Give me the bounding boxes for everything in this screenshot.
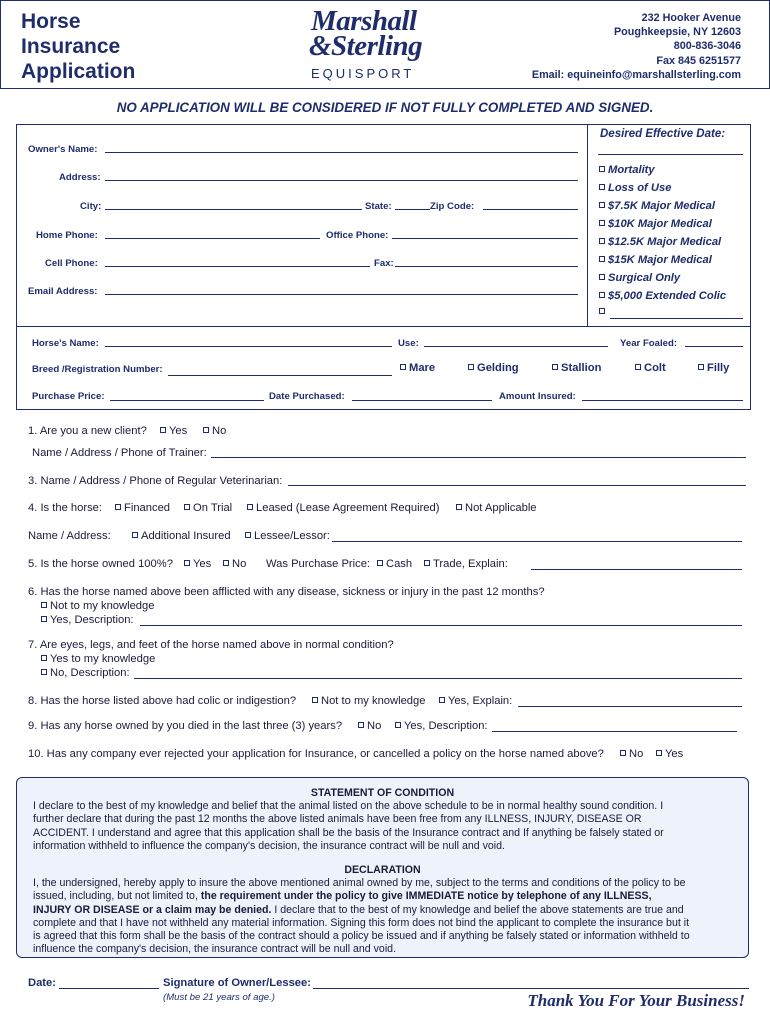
cell-phone-label: Cell Phone: bbox=[45, 258, 98, 269]
q5-trade[interactable]: Trade, Explain: bbox=[424, 558, 508, 570]
home-phone-label: Home Phone: bbox=[36, 230, 98, 241]
coverage-surgical-only[interactable]: Surgical Only bbox=[599, 272, 680, 284]
q10-yes[interactable]: Yes bbox=[656, 748, 683, 760]
checkbox-icon bbox=[160, 427, 166, 433]
question-7: 7. Are eyes, legs, and feet of the horse named above in normal condition? bbox=[28, 639, 394, 651]
checkbox-icon bbox=[41, 669, 47, 675]
coverage-loss-of-use[interactable]: Loss of Use bbox=[599, 182, 671, 194]
horse-name-field[interactable] bbox=[105, 346, 392, 347]
q7-yes-to-knowledge[interactable]: Yes to my knowledge bbox=[41, 653, 155, 665]
trade-explain-field[interactable] bbox=[531, 569, 742, 570]
q8-yes-explain[interactable]: Yes, Explain: bbox=[439, 695, 512, 707]
checkbox-icon bbox=[698, 364, 704, 370]
coverage-7-5k-medical[interactable]: $7.5K Major Medical bbox=[599, 200, 715, 212]
checkbox-icon bbox=[599, 292, 605, 298]
coverage-15k-medical[interactable]: $15K Major Medical bbox=[599, 254, 712, 266]
company-address: 232 Hooker Avenue Poughkeepsie, NY 12603 800-836-3046 Fax 845 6251577 Email: equineinfo@marshallsterling.com bbox=[531, 12, 741, 81]
office-phone-field[interactable] bbox=[392, 238, 578, 239]
cell-phone-field[interactable] bbox=[105, 266, 370, 267]
coverage-other[interactable] bbox=[599, 306, 608, 318]
amount-insured-label: Amount Insured: bbox=[499, 391, 576, 402]
use-label: Use: bbox=[398, 338, 419, 349]
checkbox-icon bbox=[377, 560, 383, 566]
q6-not-to-knowledge[interactable]: Not to my knowledge bbox=[41, 600, 154, 612]
coverage-mortality[interactable]: Mortality bbox=[599, 164, 655, 176]
q7-description-field[interactable] bbox=[134, 678, 742, 679]
question-10: 10. Has any company ever rejected your application for Insurance, or cancelled a policy on the horse named above? bbox=[28, 748, 604, 760]
q7-no-description[interactable]: No, Description: bbox=[41, 667, 130, 679]
date-purchased-field[interactable] bbox=[352, 400, 492, 401]
declaration-line-2: issued, including, but not limited to, the requirement under the policy to give IMMEDIATE notice by telephone of any ILLNESS, bbox=[33, 890, 652, 903]
checkbox-icon bbox=[552, 364, 558, 370]
date-field[interactable] bbox=[59, 988, 159, 989]
city-label: City: bbox=[80, 201, 102, 212]
checkbox-icon bbox=[41, 655, 47, 661]
checkbox-icon bbox=[635, 364, 641, 370]
checkbox-icon bbox=[599, 308, 605, 314]
sex-colt[interactable]: Colt bbox=[635, 362, 666, 374]
signature-label: Signature of Owner/Lessee: bbox=[163, 977, 311, 989]
checkbox-icon bbox=[599, 256, 605, 262]
home-phone-field[interactable] bbox=[105, 238, 320, 239]
date-label: Date: bbox=[28, 977, 56, 989]
q4-not-applicable[interactable]: Not Applicable bbox=[456, 502, 537, 514]
effective-date-label: Desired Effective Date: bbox=[600, 128, 726, 140]
q9-no[interactable]: No bbox=[358, 720, 381, 732]
checkbox-icon bbox=[132, 532, 138, 538]
breed-field[interactable] bbox=[168, 375, 392, 376]
fax-label: Fax: bbox=[374, 258, 394, 269]
checkbox-icon bbox=[184, 560, 190, 566]
question-4: 4. Is the horse: bbox=[28, 502, 103, 514]
checkbox-icon bbox=[203, 427, 209, 433]
checkbox-icon bbox=[400, 364, 406, 370]
amount-insured-field[interactable] bbox=[582, 400, 743, 401]
coverage-extended-colic[interactable]: $5,000 Extended Colic bbox=[599, 290, 726, 302]
form-title: Horse Insurance Application bbox=[21, 10, 136, 83]
q10-no[interactable]: No bbox=[620, 748, 643, 760]
checkbox-icon bbox=[424, 560, 430, 566]
name-address-label: Name / Address: bbox=[28, 530, 111, 542]
fax-field[interactable] bbox=[395, 266, 578, 267]
sex-gelding[interactable]: Gelding bbox=[468, 362, 519, 374]
q1-no[interactable]: No bbox=[203, 425, 226, 437]
question-8: 8. Has the horse listed above had colic or indigestion? bbox=[28, 695, 297, 707]
owner-name-label: Owner's Name: bbox=[28, 144, 98, 155]
notice: NO APPLICATION WILL BE CONSIDERED IF NOT FULLY COMPLETED AND SIGNED. bbox=[116, 100, 654, 115]
statement-body: I declare to the best of my knowledge and belief that the animal listed on the above schedule to be in normal healthy sound condition. I further declare that during the past 12 months the above listed animals have been free from any ILLNESS, INJURY, DISEASE OR ACCIDENT. I understand and agree that this application shall be the basis of the Insurance contract and If anything be falsely stated or information withheld to influence the company's decision, the insurance contract will be null and void. bbox=[33, 800, 664, 852]
checkbox-icon bbox=[312, 697, 318, 703]
coverage-12-5k-medical[interactable]: $12.5K Major Medical bbox=[599, 236, 721, 248]
checkbox-icon bbox=[656, 750, 662, 756]
q8-not-to-knowledge[interactable]: Not to my knowledge bbox=[312, 695, 425, 707]
owner-name-field[interactable] bbox=[105, 152, 578, 153]
city-field[interactable] bbox=[105, 209, 362, 210]
q8-explain-field[interactable] bbox=[518, 706, 742, 707]
office-phone-label: Office Phone: bbox=[326, 230, 389, 241]
checkbox-icon bbox=[599, 220, 605, 226]
q4-leased[interactable]: Leased (Lease Agreement Required) bbox=[247, 502, 439, 514]
checkbox-icon bbox=[223, 560, 229, 566]
header bbox=[0, 0, 770, 89]
q9-description-field[interactable] bbox=[492, 731, 737, 732]
q5-no[interactable]: No bbox=[223, 558, 246, 570]
trainer-field[interactable] bbox=[211, 457, 746, 458]
checkbox-icon bbox=[599, 166, 605, 172]
address-label: Address: bbox=[59, 172, 101, 183]
year-foaled-label: Year Foaled: bbox=[620, 338, 678, 349]
checkbox-icon bbox=[184, 504, 190, 510]
use-field[interactable] bbox=[424, 346, 608, 347]
purchase-price-field[interactable] bbox=[110, 400, 264, 401]
checkbox-icon bbox=[599, 238, 605, 244]
q5-yes[interactable]: Yes bbox=[184, 558, 211, 570]
checkbox-icon bbox=[395, 722, 401, 728]
checkbox-icon bbox=[247, 504, 253, 510]
declaration-line-3: INJURY OR DISEASE or a claim may be denied. I declare that to the best of my knowledge and belief the above statements are true and bbox=[33, 903, 684, 916]
statement-panel bbox=[16, 777, 749, 958]
effective-date-field[interactable] bbox=[598, 154, 743, 155]
signature-field[interactable] bbox=[313, 988, 749, 989]
checkbox-icon bbox=[439, 697, 445, 703]
email-field[interactable] bbox=[105, 294, 578, 295]
coverage-divider bbox=[587, 124, 588, 327]
question-9: 9. Has any horse owned by you died in the last three (3) years? bbox=[28, 720, 343, 732]
state-field[interactable] bbox=[395, 209, 430, 210]
purchase-price-label: Purchase Price: bbox=[32, 391, 105, 402]
company-logo: Marshall &Sterling EQUISPORT bbox=[309, 5, 423, 81]
q4-on-trial[interactable]: On Trial bbox=[184, 502, 232, 514]
thank-you-message: Thank You For Your Business! bbox=[527, 991, 745, 1010]
zip-field[interactable] bbox=[483, 209, 578, 210]
checkbox-icon bbox=[358, 722, 364, 728]
lessee-option[interactable]: Lessee/Lessor: bbox=[245, 530, 330, 542]
breed-label: Breed /Registration Number: bbox=[32, 364, 163, 375]
zip-label: Zip Code: bbox=[430, 201, 475, 212]
statement-title: STATEMENT OF CONDITION bbox=[310, 787, 455, 799]
q9-yes-description[interactable]: Yes, Description: bbox=[395, 720, 488, 732]
name-address-field[interactable] bbox=[332, 541, 742, 542]
q4-financed[interactable]: Financed bbox=[115, 502, 170, 514]
checkbox-icon bbox=[468, 364, 474, 370]
address-field[interactable] bbox=[105, 180, 578, 181]
date-purchased-label: Date Purchased: bbox=[269, 391, 345, 402]
checkbox-icon bbox=[599, 184, 605, 190]
additional-insured-option[interactable]: Additional Insured bbox=[132, 530, 231, 542]
checkbox-icon bbox=[620, 750, 626, 756]
checkbox-icon bbox=[599, 274, 605, 280]
year-foaled-field[interactable] bbox=[685, 346, 743, 347]
age-note: (Must be 21 years of age.) bbox=[163, 992, 275, 1003]
question-6: 6. Has the horse named above been afflicted with any disease, sickness or injury in the past 12 months? bbox=[28, 586, 545, 598]
checkbox-icon bbox=[599, 202, 605, 208]
sex-stallion[interactable]: Stallion bbox=[552, 362, 601, 374]
sex-mare[interactable]: Mare bbox=[400, 362, 435, 374]
q6-description-field[interactable] bbox=[140, 625, 742, 626]
checkbox-icon bbox=[41, 602, 47, 608]
question-1: 1. Are you a new client? bbox=[28, 425, 147, 437]
declaration-body: I, the undersigned, hereby apply to insure the above mentioned animal owned by me, subject to the terms and conditions of the policy to be issued, including, but not limited to, the requirement under the policy to give IMMEDIATE notice by telephone of any ILLNESS, INJURY OR DISEASE or a claim may be denied. I declare that to the best of my knowledge and belief the above statements are true and complete and that I have not withheld any material information. Signing this form does not bind the applicant to complete the insurance but it is agreed that this form shall be the basis of the contract should a policy be issued and if anything be falsely stated or information withheld to influence the company's decision, the insurance contract will be null and void. bbox=[33, 877, 690, 956]
question-5: 5. Is the horse owned 100%? bbox=[28, 558, 173, 570]
q6-yes-description[interactable]: Yes, Description: bbox=[41, 614, 134, 626]
trainer-label: Name / Address / Phone of Trainer: bbox=[32, 447, 207, 459]
was-purchase-price-label: Was Purchase Price: bbox=[266, 558, 371, 570]
checkbox-icon bbox=[41, 616, 47, 622]
q5-cash[interactable]: Cash bbox=[377, 558, 412, 570]
checkbox-icon bbox=[115, 504, 121, 510]
checkbox-icon bbox=[245, 532, 251, 538]
checkbox-icon bbox=[456, 504, 462, 510]
state-label: State: bbox=[365, 201, 392, 212]
q1-yes[interactable]: Yes bbox=[160, 425, 187, 437]
veterinarian-field[interactable] bbox=[288, 485, 746, 486]
email-label: Email Address: bbox=[28, 286, 98, 297]
coverage-other-field[interactable] bbox=[610, 318, 743, 319]
declaration-title: DECLARATION bbox=[344, 864, 421, 876]
coverage-10k-medical[interactable]: $10K Major Medical bbox=[599, 218, 712, 230]
sex-filly[interactable]: Filly bbox=[698, 362, 729, 374]
question-3: 3. Name / Address / Phone of Regular Veterinarian: bbox=[28, 475, 283, 487]
horse-name-label: Horse's Name: bbox=[32, 338, 99, 349]
